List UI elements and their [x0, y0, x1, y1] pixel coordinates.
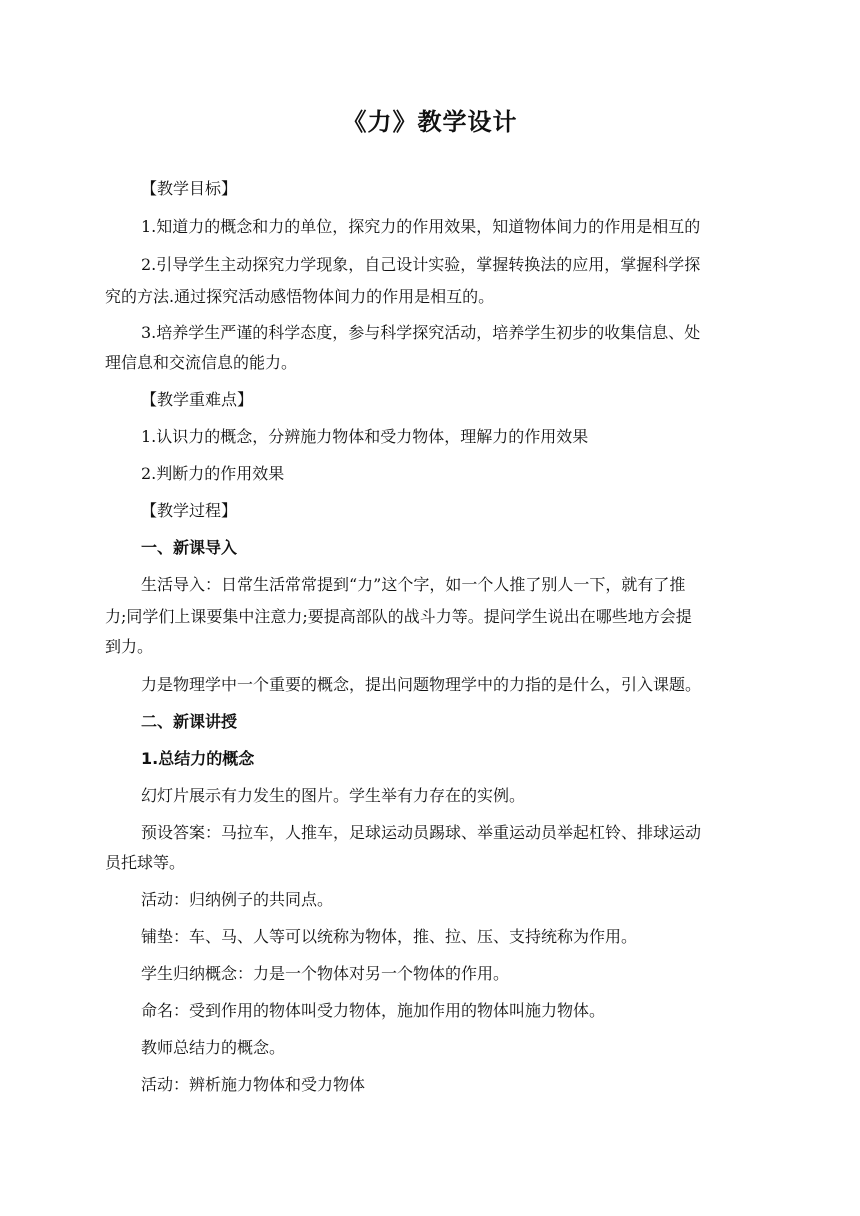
paragraph-line: 铺垫：车、马、人等可以统称为物体，推、拉、压、支持统称为作用。: [141, 927, 638, 946]
section-heading-process: 【教学过程】: [141, 501, 238, 520]
paragraph-line: 活动：辨析施力物体和受力物体: [141, 1075, 366, 1094]
paragraph-line: 教师总结力的概念。: [141, 1038, 286, 1057]
section-heading-objectives: 【教学目标】: [141, 179, 238, 198]
paragraph-line: 力是物理学中一个重要的概念，提出问题物理学中的力指的是什么，引入课题。: [141, 675, 702, 694]
paragraph-line: 1.知道力的概念和力的单位，探究力的作用效果，知道物体间力的作用是相互的: [141, 217, 701, 236]
paragraph-line: 生活导入：日常生活常常提到“力”这个字，如一个人推了别人一下，就有了推: [141, 575, 686, 594]
paragraph-line: 究的方法.通过探究活动感悟物体间力的作用是相互的。: [105, 287, 495, 306]
paragraph-line: 活动：归纳例子的共同点。: [141, 890, 334, 909]
paragraph-line: 幻灯片展示有力发生的图片。学生举有力存在的实例。: [141, 786, 526, 805]
paragraph-line: 2.引导学生主动探究力学现象，自己设计实验，掌握转换法的应用，掌握科学探: [141, 255, 701, 274]
paragraph-line: 力;同学们上课要集中注意力;要提高部队的战斗力等。提问学生说出在哪些地方会提: [105, 607, 692, 626]
paragraph-line: 理信息和交流信息的能力。: [105, 353, 298, 372]
document-title: 《力》教学设计: [342, 108, 518, 136]
section-heading-key-points: 【教学重难点】: [141, 390, 254, 409]
paragraph-line: 1.认识力的概念，分辨施力物体和受力物体，理解力的作用效果: [141, 427, 589, 446]
paragraph-line: 员托球等。: [105, 853, 186, 872]
paragraph-line: 预设答案：马拉车，人推车，足球运动员踢球、举重运动员举起杠铃、排球运动: [141, 823, 702, 842]
paragraph-line: 学生归纳概念：力是一个物体对另一个物体的作用。: [141, 964, 510, 983]
paragraph-line: 到力。: [105, 637, 154, 656]
paragraph-line: 3.培养学生严谨的科学态度，参与科学探究活动，培养学生初步的收集信息、处: [141, 323, 701, 342]
subheading-intro: 一、新课导入: [141, 538, 238, 557]
subheading-new-lesson: 二、新课讲授: [141, 712, 238, 731]
paragraph-line: 2.判断力的作用效果: [141, 464, 285, 483]
subheading-force-concept: 1.总结力的概念: [141, 749, 255, 768]
paragraph-line: 命名：受到作用的物体叫受力物体，施加作用的物体叫施力物体。: [141, 1001, 606, 1020]
